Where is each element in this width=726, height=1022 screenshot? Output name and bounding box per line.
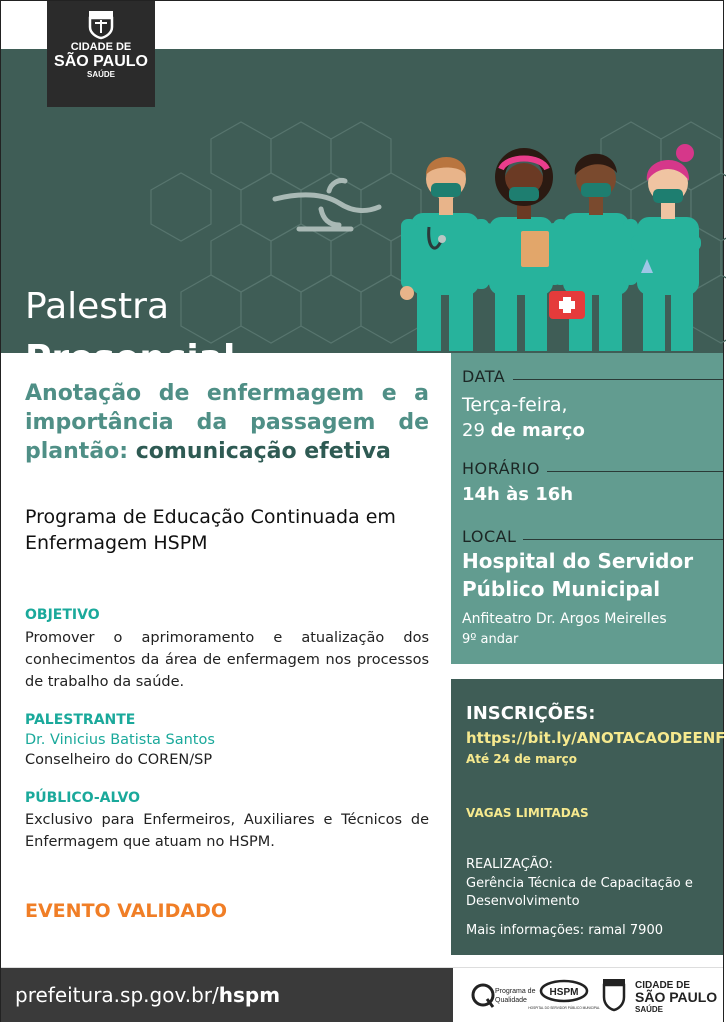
hero-title-line2: Presencial <box>25 338 236 379</box>
inscricoes-heading: INSCRIÇÕES: <box>466 703 596 724</box>
palestrante-role: Conselheiro do COREN/SP <box>25 752 213 768</box>
footer-url-bold: hspm <box>218 983 281 1007</box>
local-label: LOCAL <box>462 527 517 546</box>
city-logo <box>47 1 155 107</box>
local-line1: Hospital do Servidor <box>462 549 694 573</box>
publico-heading: PÚBLICO-ALVO <box>25 790 140 806</box>
qualidade-logo <box>471 977 536 1013</box>
logo-text-line3: SAÚDE <box>86 70 115 79</box>
inscricoes-link[interactable]: https://bit.ly/ANOTACAODEENF <box>466 729 726 747</box>
palestrante-name: Dr. Vinicius Batista Santos <box>25 732 215 748</box>
nurse-3 <box>549 154 638 351</box>
nurses-illustration <box>391 135 711 353</box>
logo-text-line2: SÃO PAULO <box>54 53 148 70</box>
vagas-limitadas: VAGAS LIMITADAS <box>466 806 589 820</box>
objetivo-text: Promover o aprimoramento e atualização dos conhecimentos da área de enfermagem nos processos de trabalho da saúde. <box>25 630 429 690</box>
hspm-logo-subtext: HOSPITAL DO SERVIDOR PÚBLICO MUNICIPAL <box>528 1006 600 1010</box>
horario-label: HORÁRIO <box>462 459 540 478</box>
data-month: de março <box>490 420 585 441</box>
local-divider <box>523 539 723 540</box>
footer-url-prefix: prefeitura.sp.gov.br/ <box>15 983 219 1007</box>
footer-city-text2: SÃO PAULO <box>635 989 718 1005</box>
footer-city-text3: SAÚDE <box>635 1005 664 1014</box>
nurse-1 <box>400 157 489 351</box>
horario-divider <box>547 471 723 472</box>
nurse-2 <box>479 153 562 351</box>
hspm-logo-text: HSPM <box>549 987 579 998</box>
objetivo-heading: OBJETIVO <box>25 607 100 623</box>
footer <box>1 967 723 1022</box>
footer-url-bar <box>1 968 453 1022</box>
local-floor: 9º andar <box>462 632 519 647</box>
realizacao-label: REALIZAÇÃO: <box>466 857 553 872</box>
data-weekday: Terça-feira, <box>462 394 568 416</box>
headline-part1: Anotação de enfermagem e a importância da passagem de plantão: <box>25 381 429 464</box>
qualidade-logo-text2: Qualidade <box>495 997 527 1004</box>
event-headline <box>25 379 429 466</box>
program-name: Programa de Educação Continuada em Enfermagem HSPM <box>25 506 396 554</box>
city-crest-icon <box>86 9 116 39</box>
headline-part2: comunicação efetiva <box>135 439 391 464</box>
palestrante-heading: PALESTRANTE <box>25 712 136 728</box>
local-room: Anfiteatro Dr. Argos Meirelles <box>462 611 667 627</box>
footer-url[interactable] <box>15 982 280 1008</box>
evento-validado-label: EVENTO VALIDADO <box>25 900 227 922</box>
hspm-logo <box>528 977 600 1013</box>
data-divider <box>513 379 723 380</box>
footer-city-logo <box>601 975 717 1015</box>
qualidade-logo-text1: Programa de <box>495 988 536 995</box>
data-date <box>462 419 585 443</box>
event-info-panel <box>451 353 723 664</box>
registration-panel <box>451 679 726 955</box>
inscricoes-deadline: Até 24 de março <box>466 752 577 766</box>
footer-city-text1: CIDADE DE <box>635 980 691 991</box>
realizacao-text: Gerência Técnica de Capacitação e Desenvolvimento <box>466 876 693 909</box>
nurse-4 <box>631 144 701 351</box>
data-day: 29 <box>462 420 485 441</box>
hero-title-line1: Palestra <box>25 286 170 327</box>
horario-value: 14h às 16h <box>462 484 574 505</box>
mais-informacoes: Mais informações: ramal 7900 <box>466 923 663 938</box>
publico-text: Exclusivo para Enfermeiros, Auxiliares e Técnicos de Enfermagem que atuam no HSPM. <box>25 812 429 850</box>
data-label: DATA <box>462 367 506 386</box>
logo-text-line1: CIDADE DE <box>70 41 132 53</box>
nursing-lamp-icon <box>269 173 385 237</box>
local-line2: Público Municipal <box>462 577 661 601</box>
